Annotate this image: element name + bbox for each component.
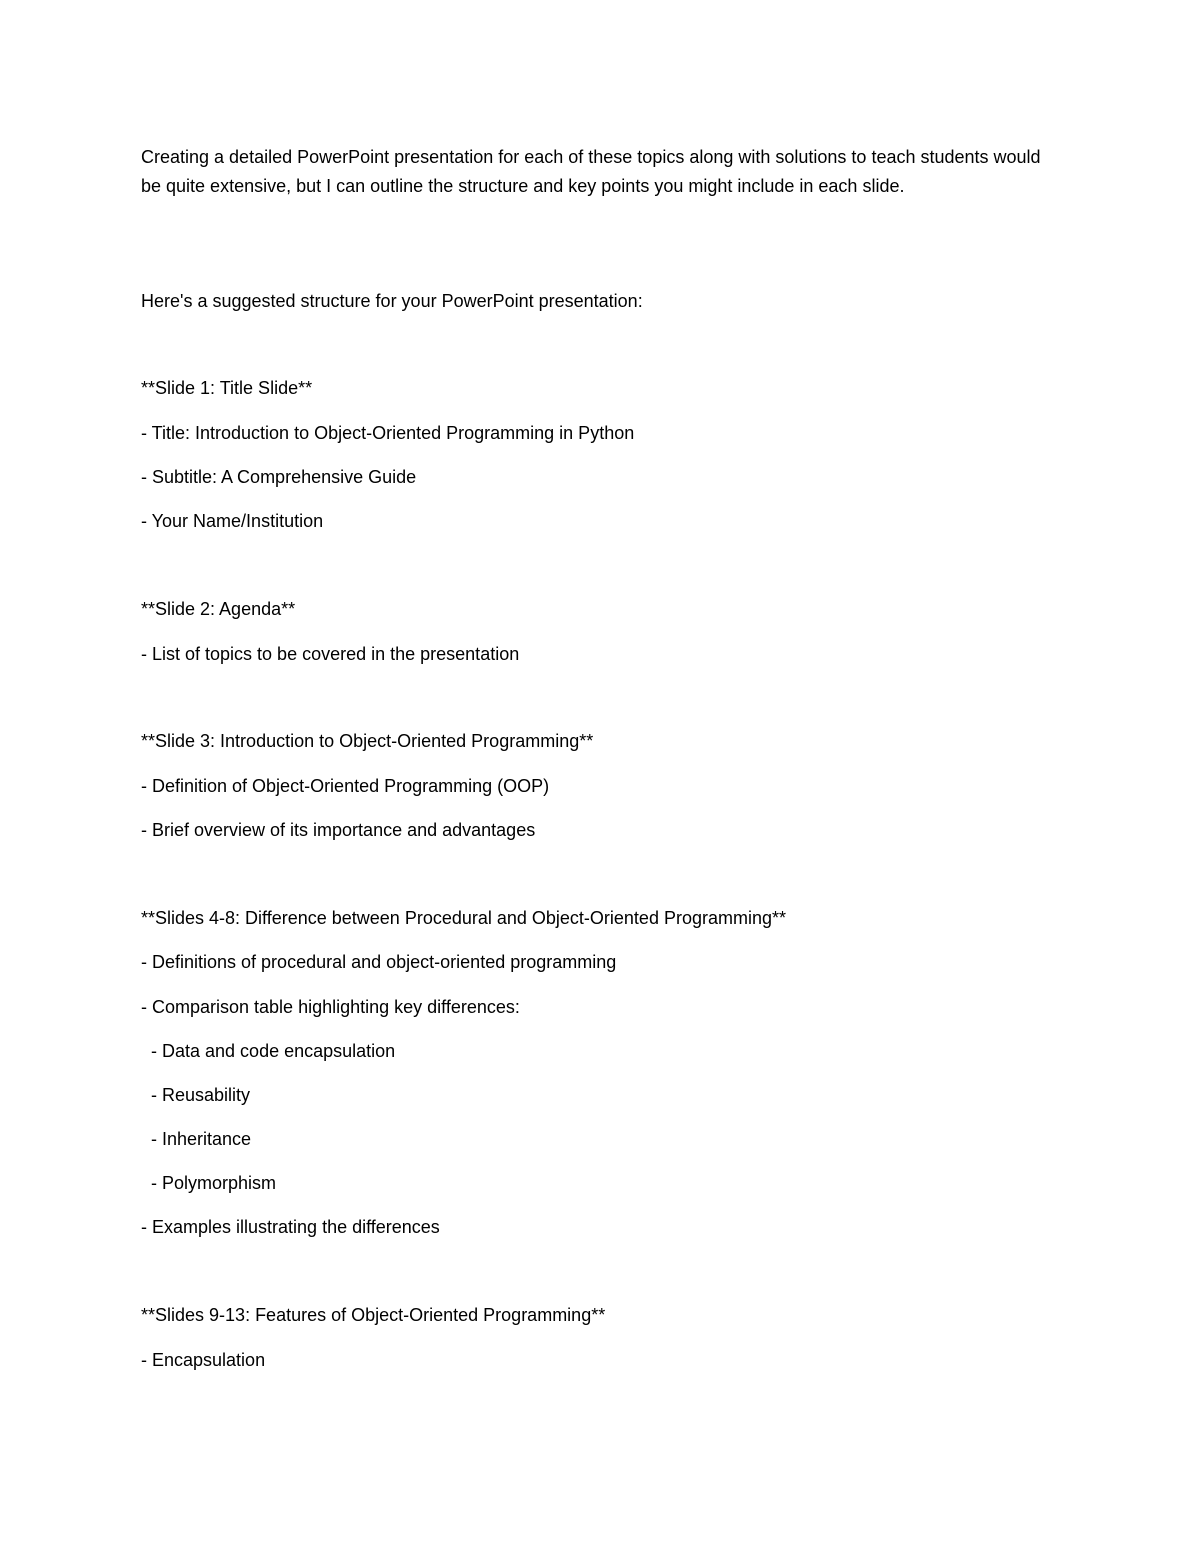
slides4-8-heading: **Slides 4-8: Difference between Procedural and Object-Oriented Programming**: [141, 908, 787, 928]
list-item: - Inheritance: [141, 1129, 252, 1149]
list-item: - Reusability: [141, 1085, 251, 1105]
slides9-13-heading: **Slides 9-13: Features of Object-Oriented Programming**: [141, 1305, 606, 1325]
list-item: - Data and code encapsulation: [141, 1041, 396, 1061]
slide1-heading: **Slide 1: Title Slide**: [141, 378, 313, 398]
list-item: - Polymorphism: [141, 1173, 277, 1193]
list-item: - Subtitle: A Comprehensive Guide: [141, 467, 417, 487]
intro-paragraph: Creating a detailed PowerPoint presentation for each of these topics along with solutions to teach students would be quite extensive, but I can outline the structure and key points you might include in each slide.: [141, 147, 1041, 196]
structure-intro: Here's a suggested structure for your PowerPoint presentation:: [141, 291, 643, 311]
list-item: - Your Name/Institution: [141, 511, 324, 531]
list-item: - Definition of Object-Oriented Programming (OOP): [141, 776, 550, 796]
list-item: - List of topics to be covered in the presentation: [141, 644, 520, 664]
list-item: - Encapsulation: [141, 1350, 266, 1370]
list-item: - Title: Introduction to Object-Oriented Programming in Python: [141, 423, 635, 443]
list-item: - Brief overview of its importance and advantages: [141, 820, 536, 840]
slide2-heading: **Slide 2: Agenda**: [141, 599, 296, 619]
slide3-heading: **Slide 3: Introduction to Object-Oriented Programming**: [141, 731, 594, 751]
list-item: - Examples illustrating the differences: [141, 1217, 440, 1237]
list-item: - Comparison table highlighting key differences:: [141, 997, 520, 1017]
list-item: - Definitions of procedural and object-oriented programming: [141, 952, 617, 972]
